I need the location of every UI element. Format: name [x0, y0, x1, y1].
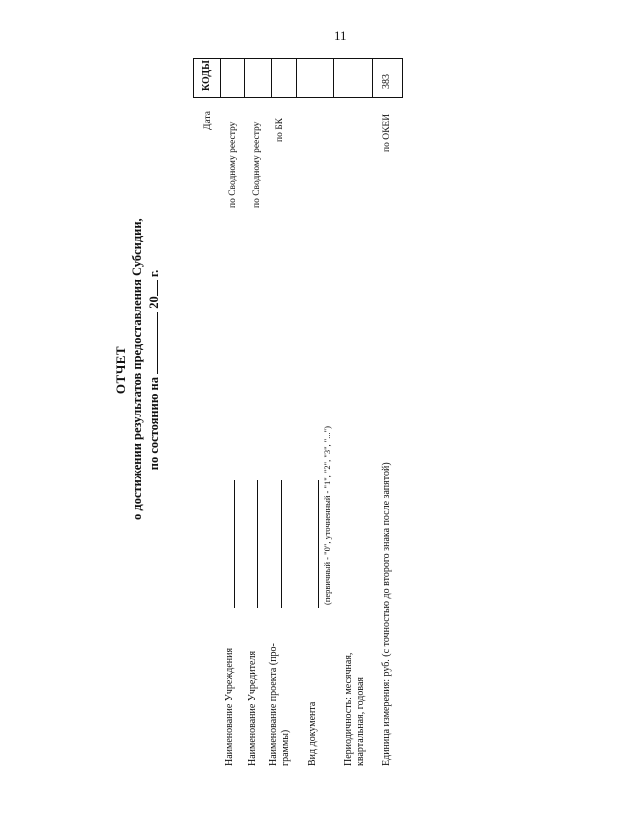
- field-periodicity-line2: квартальная, годовая: [355, 677, 366, 766]
- as-of-label: по состоянию на: [147, 377, 161, 471]
- code-cell-bk: [296, 59, 333, 98]
- year-suffix: г.: [147, 269, 161, 278]
- code-cell-okei: [372, 59, 402, 98]
- code-cell-registry2: [271, 59, 296, 98]
- field-unit-label: Единица измерения: руб. (с точностью до второго знака после запятой): [381, 462, 392, 766]
- year-blank: [147, 280, 158, 296]
- year-prefix: 20: [147, 296, 161, 309]
- field-project-label-line1: Наименование проекта (про-: [268, 643, 279, 766]
- field-project-label-line2: граммы): [280, 729, 291, 766]
- okei-code-value: 383: [380, 74, 392, 89]
- code-label-registry2: по Сводному реестру: [252, 121, 262, 208]
- page-number: 11: [334, 28, 347, 43]
- field-doc-type-label: Вид документа: [307, 701, 318, 766]
- code-cell-registry1: [245, 59, 271, 98]
- code-label-okei: по ОКЕИ: [382, 113, 392, 152]
- codes-header-cell: [194, 59, 221, 98]
- codes-table: [193, 58, 403, 98]
- doc-type-hint: (первичный - "0", уточненный - "1", "2", "3", "..."): [322, 426, 332, 605]
- report-date-line: [146, 220, 163, 520]
- field-project-line: [281, 480, 282, 608]
- code-cell-empty: [334, 59, 372, 98]
- field-doc-type-line: [318, 480, 319, 608]
- report-subtitle: о достижении результатов предоставления Субсидии,: [130, 218, 144, 520]
- field-periodicity-label: [343, 653, 367, 766]
- code-label-bk: по БК: [275, 117, 285, 142]
- field-founder-line: [257, 480, 258, 608]
- codes-header: КОДЫ: [201, 60, 212, 91]
- code-label-date: Дата: [203, 111, 213, 130]
- field-institution-line: [234, 480, 235, 608]
- field-founder-label: Наименование Учредителя: [247, 650, 258, 766]
- code-label-registry1: по Сводному реестру: [228, 121, 238, 208]
- date-blank: [147, 312, 158, 374]
- field-institution-label: Наименование Учреждения: [224, 647, 235, 766]
- code-cell-date: [221, 59, 245, 98]
- field-periodicity-line1: Периодичность: месячная,: [343, 652, 354, 766]
- field-project-label: [268, 643, 292, 766]
- report-title: ОТЧЕТ: [113, 345, 128, 395]
- report-title-block: [112, 220, 163, 520]
